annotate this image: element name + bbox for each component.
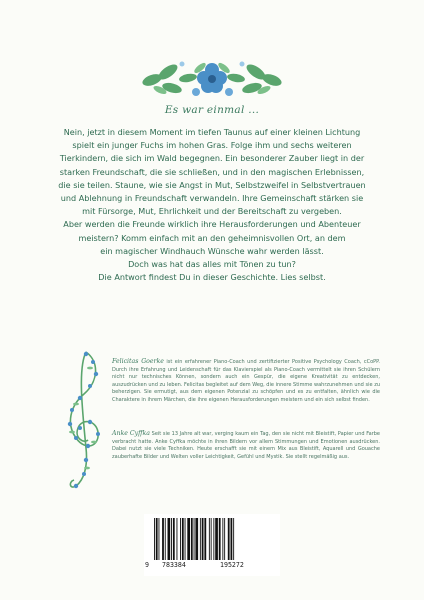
barcode-bar bbox=[204, 518, 206, 560]
barcode-bar bbox=[154, 518, 155, 560]
treble-clef-flower-vine-illustration bbox=[60, 348, 106, 496]
barcode-bar bbox=[187, 518, 190, 560]
barcode-bars bbox=[152, 518, 272, 560]
intro-line: die sie teilen. Staune, wie sie Angst in Mut, Selbstzweifel in Selbstvertrauen bbox=[58, 179, 366, 190]
barcode-bar bbox=[228, 518, 230, 560]
barcode-bar bbox=[180, 518, 181, 560]
author-name: Felicitas Goerke bbox=[112, 358, 164, 365]
author-bio bbox=[112, 358, 380, 405]
illustrator-bio-text: Seit sie 13 Jahre alt war, verging kaum ein Tag, den sie nicht mit Bleistift, Papier und Farbe verbracht hatte. Anke Cyffka möchte in ihren Bildern vor allem Stimmungen und Emotionen ausdrücken. Dabei nutzt sie viele Techniken. Heute erschafft sie mit einem Mix aus Bleistift, Aquarell und Gouache zauberhafte Bilder und Welten voller Leichtigkeit, Gefühl und Mystik. Sie stellt regelmäßig aus. bbox=[112, 431, 380, 460]
intro-line: Tierkindern, die sich im Wald begegnen. Ein besonderer Zauber liegt in der bbox=[59, 153, 365, 164]
barcode-bar bbox=[191, 518, 193, 560]
barcode-bar bbox=[171, 518, 172, 560]
barcode-bar bbox=[194, 518, 195, 560]
barcode-bar bbox=[224, 518, 225, 560]
barcode-bar bbox=[231, 518, 233, 560]
isbn-digits bbox=[144, 561, 280, 571]
barcode-bar bbox=[182, 518, 184, 560]
barcode-bar bbox=[162, 518, 164, 560]
barcode-bar bbox=[202, 518, 204, 560]
barcode-bar bbox=[222, 518, 223, 560]
barcode-bar bbox=[173, 518, 175, 560]
intro-line: starken Freundschaft, die sie schließen, und in den magischen Erlebnissen, bbox=[59, 166, 365, 177]
barcode-bar bbox=[165, 518, 166, 560]
illustrator-bio bbox=[112, 430, 380, 461]
barcode-bar bbox=[185, 518, 186, 560]
barcode-bar bbox=[211, 518, 212, 560]
story-heading: Es war einmal ... bbox=[164, 104, 260, 116]
intro-line: Doch was hat das alles mit Tönen zu tun? bbox=[128, 259, 296, 270]
intro-blurb bbox=[50, 126, 374, 284]
intro-line: Nein, jetzt in diesem Moment im tiefen Taunus auf einer kleinen Lichtung bbox=[63, 127, 361, 137]
barcode-bar bbox=[168, 518, 171, 560]
flower-wreath-illustration bbox=[134, 50, 290, 106]
barcode-bar bbox=[200, 518, 201, 560]
barcode-bar bbox=[156, 518, 158, 560]
intro-line: mit Fürsorge, Mut, Ehrlichkeit und der Bereitschaft zu vergeben. bbox=[82, 206, 342, 217]
author-bio-text: ist ein erfahrener Piano-Coach und zertifizierter Positive Psychology Coach, cCoPP. Durch ihre Erfahrung und Leidenschaft für das Klavierspiel als Piano-Coach vermittelt sie ihren Schülern nicht nur technisches Können, sondern auch ein Gespür, die eigene Kreativität zu entdecken, auszudrücken und zu leben. Felicitas begleitet auf dem Weg, die innere Stimme wahrzunehmen und sie zu beherzigen. Sie ermutigt, aus dem eigenen Potenzial zu schöpfen und es zu entfalten, ähnlich wie die Charaktere in ihrem Märchen, die ihre eigenen Herausforderungen meistern und ein sich selbst finden. bbox=[112, 359, 380, 403]
barcode-bar bbox=[233, 518, 234, 560]
barcode-bar bbox=[159, 518, 160, 560]
illustrator-name: Anke Cyffka bbox=[112, 430, 150, 437]
intro-line: spielt ein junger Fuchs im hohen Gras. Folge ihm und sechs weiteren bbox=[72, 140, 352, 151]
intro-line: ein magischer Windhauch Wünsche wahr werden lässt. bbox=[100, 245, 324, 256]
barcode-bar bbox=[195, 518, 198, 560]
intro-line: Die Antwort findest Du in dieser Geschichte. Lies selbst. bbox=[98, 272, 326, 283]
isbn-digit-lead: 9 bbox=[145, 561, 149, 569]
barcode-bar bbox=[209, 518, 210, 560]
isbn-group-right: 195272 bbox=[220, 561, 244, 569]
barcode-bar bbox=[215, 518, 218, 560]
barcode-bar bbox=[213, 518, 214, 560]
isbn-group-left: 783384 bbox=[162, 561, 186, 569]
isbn-barcode bbox=[144, 514, 280, 576]
intro-line: Aber werden die Freunde wirklich ihre Herausforderungen und Abenteuer bbox=[63, 219, 361, 230]
intro-line: und Ablehnung in Freundschaft verwandeln. Ihre Gemeinschaft stärken sie bbox=[60, 193, 364, 204]
barcode-bar bbox=[219, 518, 221, 560]
intro-line: meistern? Komm einfach mit an den geheimnisvollen Ort, an dem bbox=[78, 232, 346, 243]
barcode-bar bbox=[177, 518, 178, 560]
